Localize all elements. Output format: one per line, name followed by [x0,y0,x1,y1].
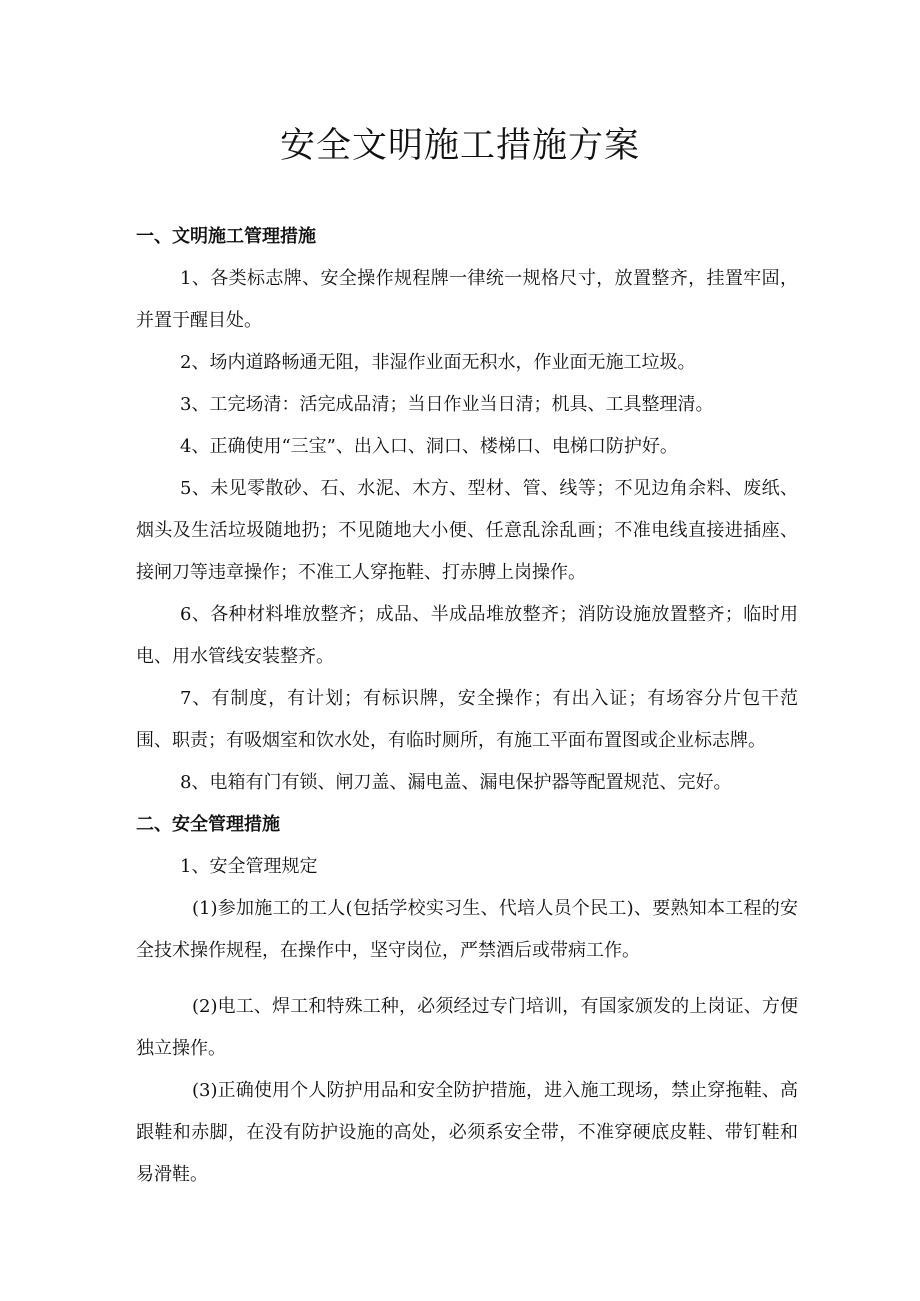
subsection-heading: 1、安全管理规定 [180,856,318,877]
list-item: 1、各类标志牌、安全操作规程牌一律统一规格尺寸，放置整齐，挂置牢固，并置于醒目处。 [136,268,798,331]
section-civilized-construction [136,222,798,804]
list-item: 6、各种材料堆放整齐；成品、半成品堆放整齐；消防设施放置整齐；临时用电、用水管线安装整齐。 [136,604,798,667]
section-heading: 二、安全管理措施 [136,814,280,835]
list-item: 4、正确使用“三宝”、出入口、洞口、楼梯口、电梯口防护好。 [180,436,678,457]
list-item: (1)参加施工的工人(包括学校实习生、代培人员个民工)、要熟知本工程的安全技术操作规程，在操作中，坚守岗位，严禁酒后或带病工作。 [136,898,798,961]
list-item: 3、工完场清：活完成品清；当日作业当日清；机具、工具整理清。 [180,394,714,415]
list-item: 2、场内道路畅通无阻，非湿作业面无积水，作业面无施工垃圾。 [180,352,696,373]
list-item: (2)电工、焊工和特殊工种，必须经过专门培训，有国家颁发的上岗证、方便独立操作。 [136,996,798,1059]
document-body [136,222,798,1196]
list-item: 7、有制度，有计划；有标识牌，安全操作；有出入证；有场容分片包干范围、职责；有吸烟室和饮水处，有临时厕所，有施工平面布置图或企业标志牌。 [136,688,798,751]
list-item: 5、未见零散砂、石、水泥、木方、型材、管、线等；不见边角余料、废纸、烟头及生活垃圾随地扔；不见随地大小便、任意乱涂乱画；不准电线直接进插座、接闸刀等违章操作；不准工人穿拖鞋、打赤膊上岗操作。 [136,478,798,583]
document-title: 安全文明施工措施方案 [279,126,640,166]
list-item: 8、电箱有门有锁、闸刀盖、漏电盖、漏电保护器等配置规范、完好。 [180,772,732,793]
section-heading: 一、文明施工管理措施 [136,226,316,247]
list-item: (3)正确使用个人防护用品和安全防护措施，进入施工现场，禁止穿拖鞋、高跟鞋和赤脚，在没有防护设施的高处，必须系安全带，不准穿硬底皮鞋、带钉鞋和易滑鞋。 [136,1080,798,1185]
section-safety-management [136,810,798,1196]
